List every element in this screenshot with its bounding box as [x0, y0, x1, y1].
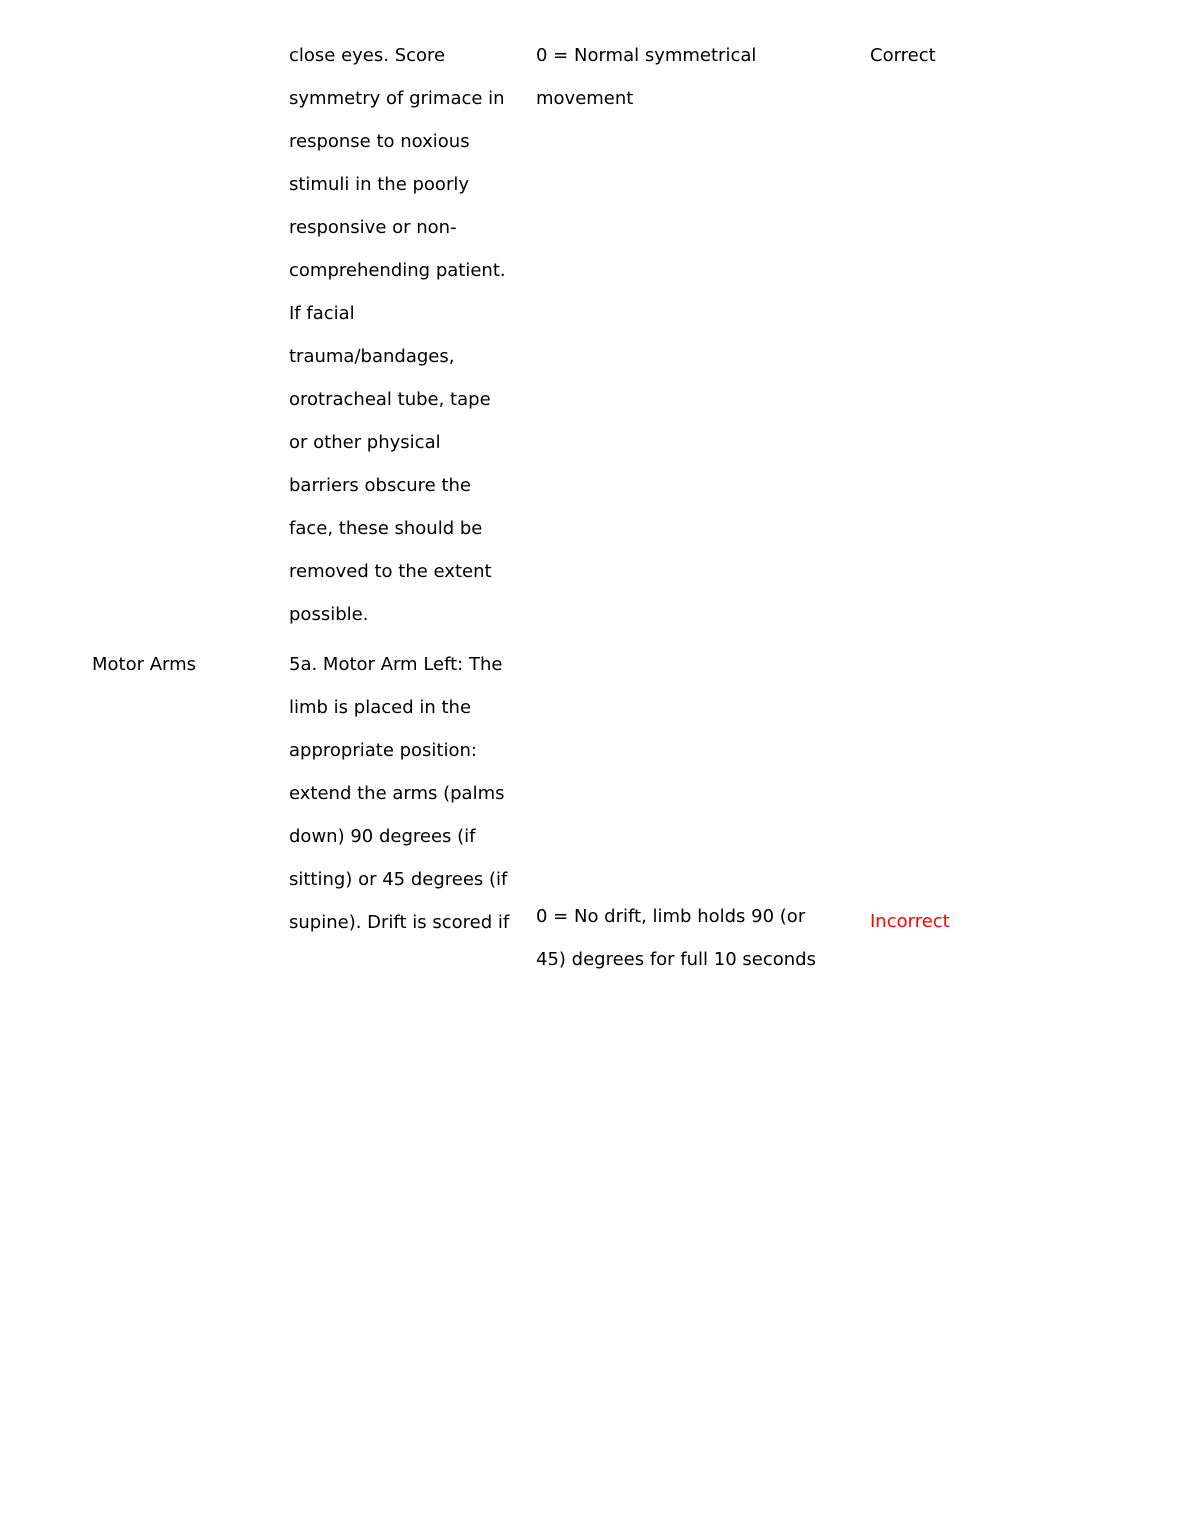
- instruction-line: 5a. Motor Arm Left: The: [289, 654, 503, 675]
- instruction-line: comprehending patient.: [289, 260, 506, 281]
- instruction-line: extend the arms (palms: [289, 783, 505, 804]
- instruction-line: face, these should be: [289, 518, 483, 539]
- instruction-line: barriers obscure the: [289, 475, 471, 496]
- instruction-line: trauma/bandages,: [289, 346, 455, 367]
- result-incorrect: Incorrect: [870, 911, 950, 932]
- instruction-line: possible.: [289, 604, 369, 625]
- instruction-line: removed to the extent: [289, 561, 492, 582]
- instruction-line: appropriate position:: [289, 740, 477, 761]
- instruction-line: stimuli in the poorly: [289, 174, 469, 195]
- instruction-line: orotracheal tube, tape: [289, 389, 491, 410]
- category-label: Motor Arms: [92, 654, 197, 675]
- score-line: 0 = Normal symmetrical: [536, 45, 757, 66]
- score-line: 45) degrees for full 10 seconds: [536, 949, 816, 970]
- instruction-line: response to noxious: [289, 131, 470, 152]
- score-line: 0 = No drift, limb holds 90 (or: [536, 906, 806, 927]
- instruction-line: supine). Drift is scored if: [289, 912, 510, 933]
- instruction-line: symmetry of grimace in: [289, 88, 505, 109]
- instruction-line: limb is placed in the: [289, 697, 472, 718]
- instruction-line: or other physical: [289, 432, 441, 453]
- instruction-line: down) 90 degrees (if: [289, 826, 476, 847]
- score-line: movement: [536, 88, 634, 109]
- instruction-line: responsive or non-: [289, 217, 457, 238]
- result-correct: Correct: [870, 45, 936, 66]
- instruction-line: close eyes. Score: [289, 45, 446, 66]
- instruction-line: sitting) or 45 degrees (if: [289, 869, 508, 890]
- instruction-line: If facial: [289, 303, 355, 324]
